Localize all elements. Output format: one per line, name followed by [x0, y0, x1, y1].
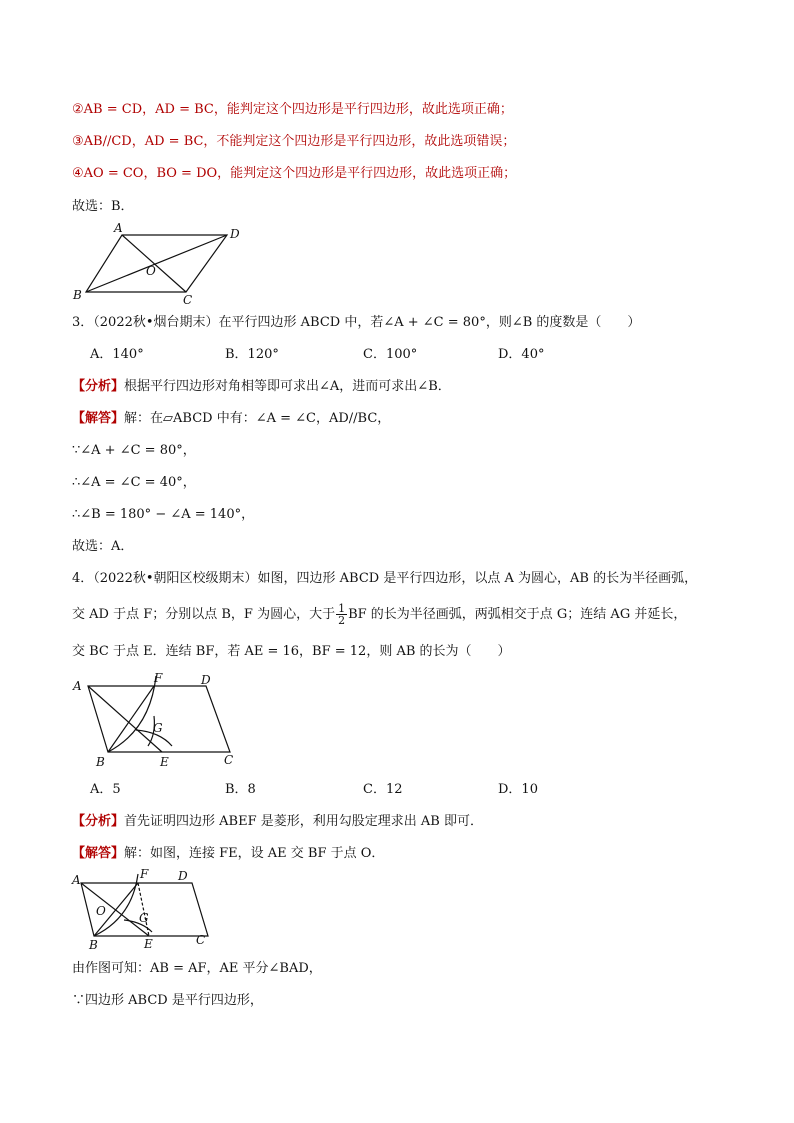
figure-q4-solution	[70, 866, 220, 952]
q3-option-d: D．40°	[498, 347, 545, 362]
fig3-label-c: C	[196, 933, 206, 947]
fig2-label-c: C	[224, 753, 234, 767]
q3-choice: 故选：A．	[72, 539, 134, 554]
fig2-label-d: D	[201, 673, 211, 687]
q3-option-c: C．100°	[363, 347, 418, 362]
q3-option-b: B．120°	[225, 347, 279, 362]
q4-stem-line-3: 交 BC 于点 E．连结 BF，若 AE = 16，BF = 12，则 AB 的长为（ ）	[72, 644, 511, 659]
q4-stem-line-2	[72, 603, 686, 626]
fig1-label-b: B	[73, 288, 82, 302]
q4-stem-line-2b: BF 的长为半径画弧，两弧相交于点 G；连结 AG 并延长，	[348, 607, 687, 622]
fig2-label-f: F	[154, 671, 163, 685]
q4-analysis	[72, 813, 483, 831]
q4-option-d: D．10	[498, 782, 538, 797]
fig3-label-o: O	[96, 904, 106, 918]
fig1-label-d: D	[230, 227, 240, 241]
q4-after-line-2: ∵四边形 ABCD 是平行四边形，	[72, 993, 263, 1008]
fig2-label-b: B	[96, 755, 105, 769]
q3-answer-line-3: ∴∠B = 180° − ∠A = 140°，	[72, 507, 255, 522]
q3-answer-tag: 【解答】	[72, 411, 125, 426]
solution-line-2: ②AB = CD，AD = BC，能判定这个四边形是平行四边形，故此选项正确；	[72, 102, 513, 117]
q3-stem: 3．（2022秋•烟台期末）在平行四边形 ABCD 中，若∠A + ∠C = 80°，则∠B 的度数是（ ）	[72, 315, 641, 330]
q3-answer-text-0: 解：在▱ABCD 中有：∠A = ∠C，AD//BC，	[124, 411, 391, 426]
q4-stem-line-1: 4．（2022秋•朝阳区校级期末）如图，四边形 ABCD 是平行四边形，以点 A 为圆心，AB 的长为半径画弧，	[72, 571, 698, 586]
fig2-label-g: G	[153, 721, 163, 735]
q4-frac-den: 2	[338, 614, 346, 627]
q3-option-a: A．140°	[90, 347, 144, 362]
figure-parallelogram-diagonals	[70, 222, 270, 308]
solution-line-4: ④AO = CO，BO = DO，能判定这个四边形是平行四边形，故此选项正确；	[72, 166, 517, 181]
q4-after-line-1: 由作图可知：AB = AF，AE 平分∠BAD，	[72, 961, 322, 976]
fig3-label-b: B	[89, 938, 98, 952]
q3-analysis-tag: 【分析】	[72, 379, 125, 394]
q3-answer	[72, 410, 390, 428]
figure-q4-construction	[70, 670, 250, 770]
q4-option-a: A．5	[90, 782, 121, 797]
q3-answer-line-2: ∴∠A = ∠C = 40°，	[72, 475, 196, 490]
fig2-label-a: A	[73, 679, 82, 693]
q4-answer	[72, 845, 384, 863]
q4-answer-first: 解：如图，连接 FE，设 AE 交 BF 于点 O．	[124, 846, 385, 861]
fig3-label-a: A	[72, 873, 81, 887]
q4-analysis-tag: 【分析】	[72, 814, 125, 829]
fig3-label-g: G	[139, 911, 149, 925]
fig3-label-e: E	[144, 937, 153, 951]
fig3-label-d: D	[178, 869, 188, 883]
q4-fraction-half	[336, 603, 347, 626]
q4-answer-tag: 【解答】	[72, 846, 125, 861]
q3-answer-line-1: ∵∠A + ∠C = 80°，	[72, 443, 196, 458]
fig1-label-a: A	[114, 222, 123, 235]
q4-stem-line-2a: 交 AD 于点 F；分别以点 B，F 为圆心，大于	[72, 607, 336, 622]
prev-choice: 故选：B．	[72, 199, 134, 214]
fig1-label-o: O	[146, 264, 156, 278]
q4-option-c: C．12	[363, 782, 403, 797]
q3-analysis-text: 根据平行四边形对角相等即可求出∠A，进而可求出∠B．	[124, 379, 451, 394]
q3-analysis	[72, 378, 451, 396]
fig2-label-e: E	[160, 755, 169, 769]
q4-option-b: B．8	[225, 782, 256, 797]
fig1-label-c: C	[183, 293, 193, 307]
solution-line-3: ③AB//CD，AD = BC，不能判定这个四边形是平行四边形，故此选项错误；	[72, 134, 516, 149]
fig3-label-f: F	[140, 867, 149, 881]
q4-frac-num: 1	[338, 602, 346, 615]
q4-analysis-text: 首先证明四边形 ABEF 是菱形，利用勾股定理求出 AB 即可．	[124, 814, 483, 829]
